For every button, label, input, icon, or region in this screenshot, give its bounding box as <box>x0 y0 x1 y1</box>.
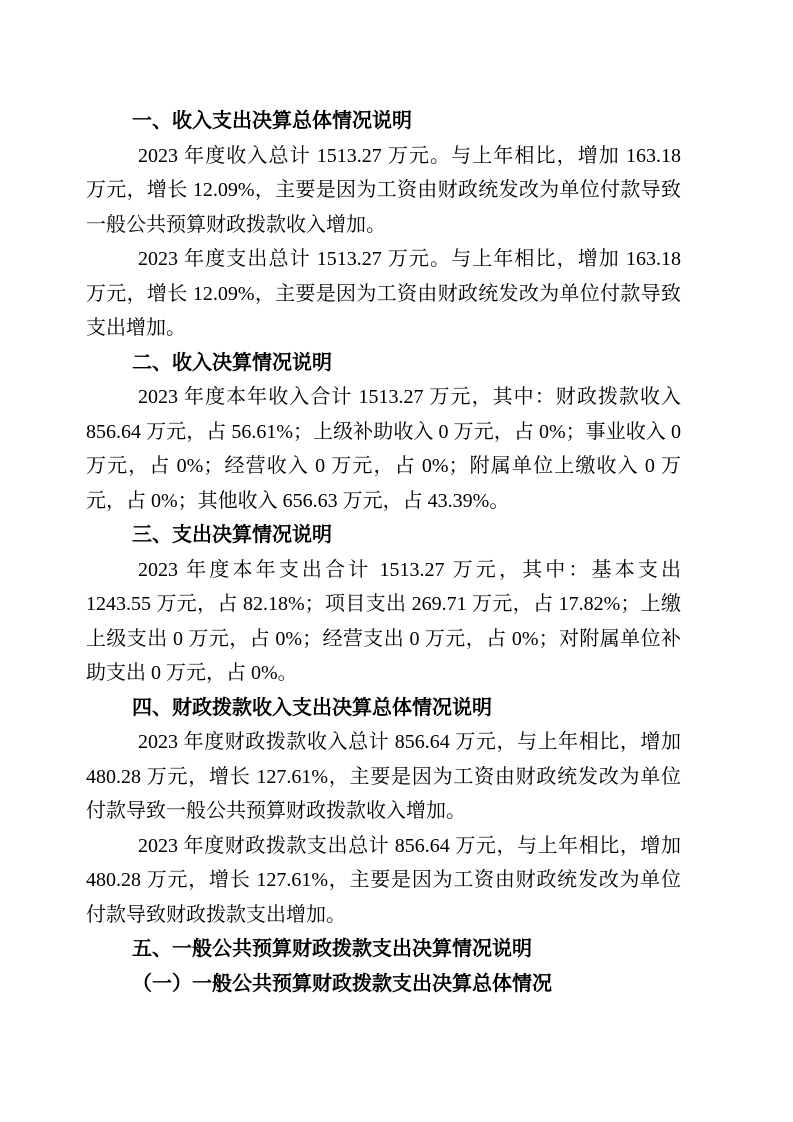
para-fiscal-allocation-income: 2023 年度财政拨款收入总计 856.64 万元，与上年相比，增加 480.28 万元，增长 127.61%，主要是因为工资由财政统发改为单位付款导致一般公共预算财政拨款收入增加。 <box>86 731 681 822</box>
heading-general-public-budget-expense: 五、一般公共预算财政拨款支出决算情况说明 <box>132 938 532 960</box>
heading-expense-final-accounts: 三、支出决算情况说明 <box>132 524 332 546</box>
para-income-detail: 2023 年度本年收入合计 1513.27 万元，其中：财政拨款收入 856.64 万元，占 56.61%；上级补助收入 0 万元，占 0%；事业收入 0 万元，占 0%；经营收入 0 万元，占 0%；附属单位上缴收入 0 万元，占 0%；其他收入 656.63 万元，占 43.39%。 <box>86 386 681 512</box>
subheading-general-public-budget-overall: （一）一般公共预算财政拨款支出决算总体情况 <box>132 972 552 995</box>
para-total-income: 2023 年度收入总计 1513.27 万元。与上年相比，增加 163.18 万元，增长 12.09%，主要是因为工资由财政统发改为单位付款导致一般公共预算财政拨款收入增加。 <box>86 144 681 236</box>
heading-fiscal-allocation-overall: 四、财政拨款收入支出决算总体情况说明 <box>132 696 492 719</box>
heading-income-final-accounts: 二、收入决算情况说明 <box>132 351 332 374</box>
para-expense-detail: 2023 年度本年支出合计 1513.27 万元，其中：基本支出 1243.55 万元，占 82.18%；项目支出 269.71 万元，占 17.82%；上缴上级支出 0 万元，占 0%；经营支出 0 万元，占 0%；对附属单位补助支出 0 万元，占 0%。 <box>86 558 681 684</box>
heading-overall-income-expense: 一、收入支出决算总体情况说明 <box>132 110 412 132</box>
para-total-expense: 2023 年度支出总计 1513.27 万元。与上年相比，增加 163.18 万元，增长 12.09%，主要是因为工资由财政统发改为单位付款导致支出增加。 <box>86 248 681 339</box>
para-fiscal-allocation-expense: 2023 年度财政拨款支出总计 856.64 万元，与上年相比，增加 480.28 万元，增长 127.61%，主要是因为工资由财政统发改为单位付款导致财政拨款支出增加。 <box>86 834 681 926</box>
